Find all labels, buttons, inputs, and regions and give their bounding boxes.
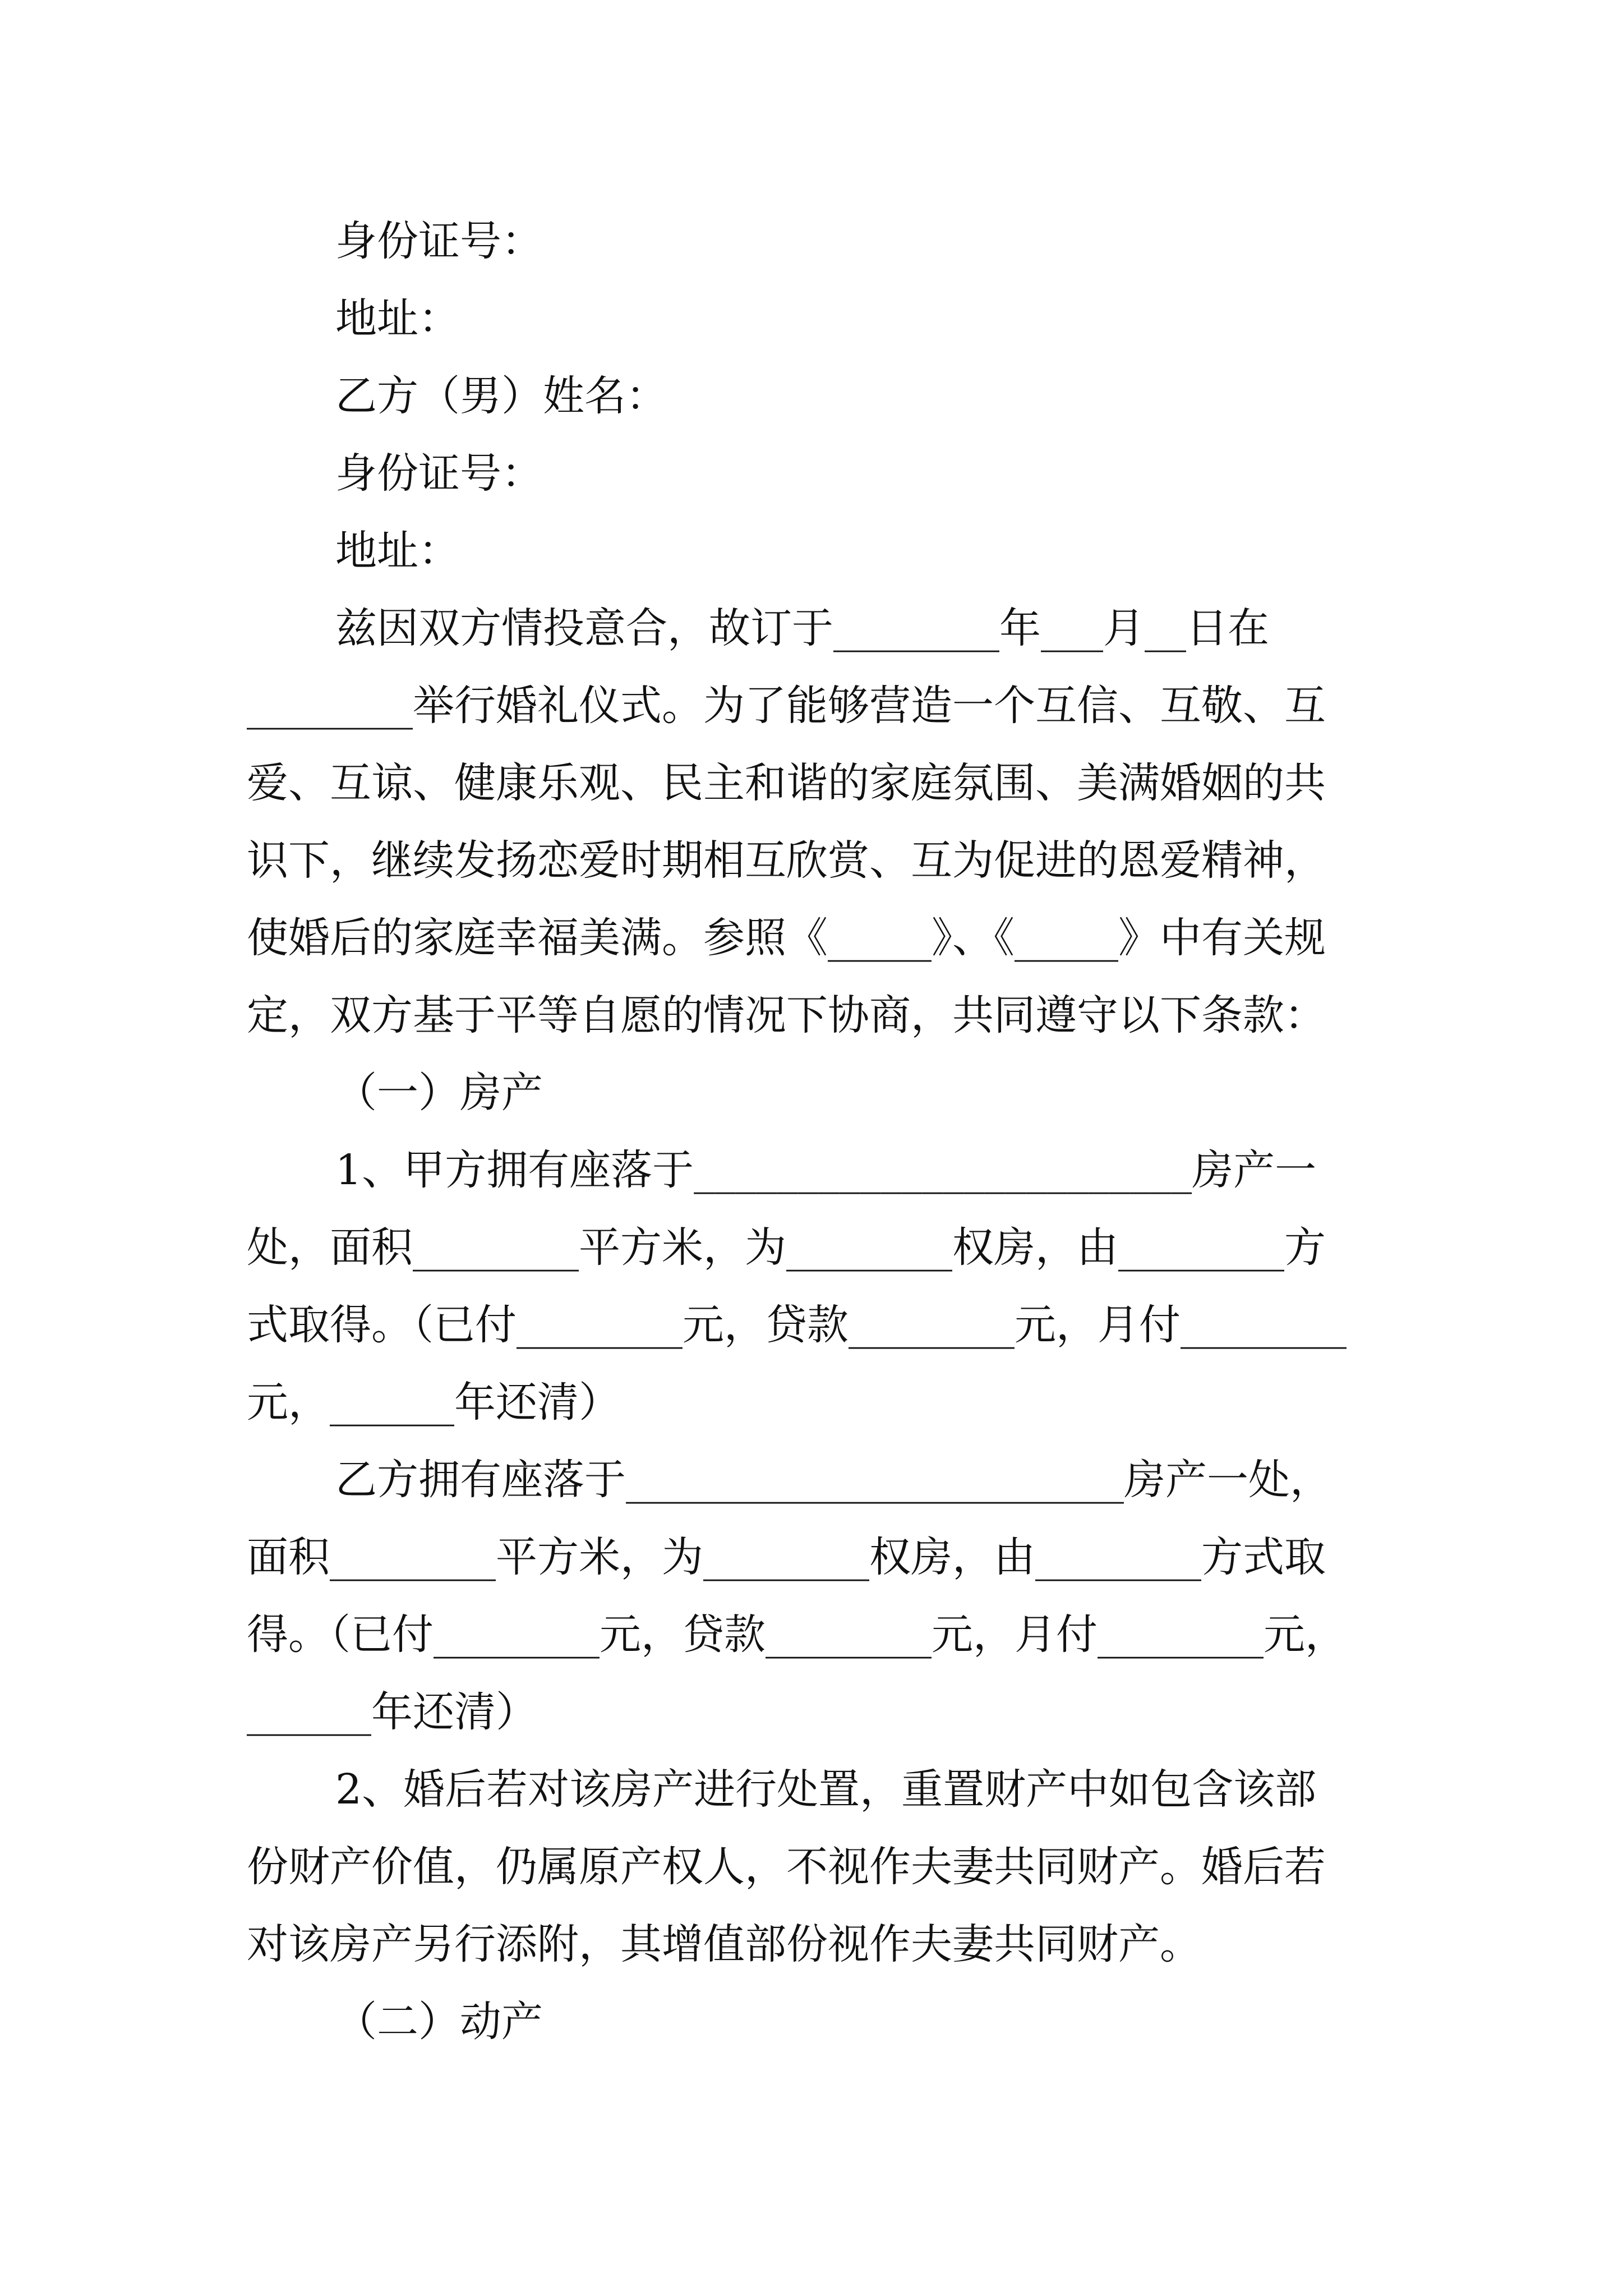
preamble-line-6: 定，双方基于平等自愿的情况下协商，共同遵守以下条款： bbox=[247, 991, 1326, 1039]
section-heading-movable-property: （二）动产 bbox=[335, 1998, 543, 2046]
clause-1-line-2: 处，面积________平方米，为________权房，由________方 bbox=[247, 1223, 1326, 1272]
preamble-line-3: 爱、互谅、健康乐观、民主和谐的家庭氛围、美满婚姻的共 bbox=[247, 759, 1326, 807]
preamble-line-5: 使婚后的家庭幸福美满。参照《_____》、《_____》中有关规 bbox=[247, 914, 1326, 962]
clause-1-line-3: 式取得。（已付________元，贷款________元，月付________ bbox=[247, 1301, 1347, 1349]
clause-2-line-1: 2、婚后若对该房产进行处置，重置财产中如包含该部 bbox=[335, 1765, 1317, 1814]
preamble-line-4: 识下，继续发扬恋爱时期相互欣赏、互为促进的恩爱精神， bbox=[247, 836, 1326, 885]
clause-1-line-1: 1、甲方拥有座落于________________________房产一 bbox=[335, 1146, 1317, 1194]
party-b-name-label: 乙方（男）姓名： bbox=[335, 372, 667, 420]
clause-2-line-2: 份财产价值，仍属原产权人，不视作夫妻共同财产。婚后若 bbox=[247, 1843, 1326, 1891]
party-b-property-line-4: ______年还清） bbox=[247, 1688, 537, 1736]
id-number-label-2: 身份证号： bbox=[335, 449, 543, 498]
party-b-property-line-2: 面积________平方米，为________权房，由________方式取 bbox=[247, 1533, 1326, 1581]
clause-2-line-3: 对该房产另行添附，其增值部份视作夫妻共同财产。 bbox=[247, 1920, 1201, 1968]
preamble-line-1: 兹因双方情投意合，故订于________年___月__日在 bbox=[335, 604, 1269, 652]
address-label-1: 地址： bbox=[335, 295, 460, 343]
id-number-label-1: 身份证号： bbox=[335, 217, 543, 265]
address-label-2: 地址： bbox=[335, 527, 460, 575]
party-b-property-line-1: 乙方拥有座落于________________________房产一处， bbox=[335, 1456, 1331, 1504]
section-heading-real-estate: （一）房产 bbox=[335, 1069, 543, 1117]
clause-1-line-4: 元，______年还清） bbox=[247, 1378, 620, 1427]
party-b-property-line-3: 得。（已付________元，贷款________元，月付________元， bbox=[247, 1611, 1347, 1659]
preamble-line-2: ________举行婚礼仪式。为了能够营造一个互信、互敬、互 bbox=[247, 682, 1326, 730]
